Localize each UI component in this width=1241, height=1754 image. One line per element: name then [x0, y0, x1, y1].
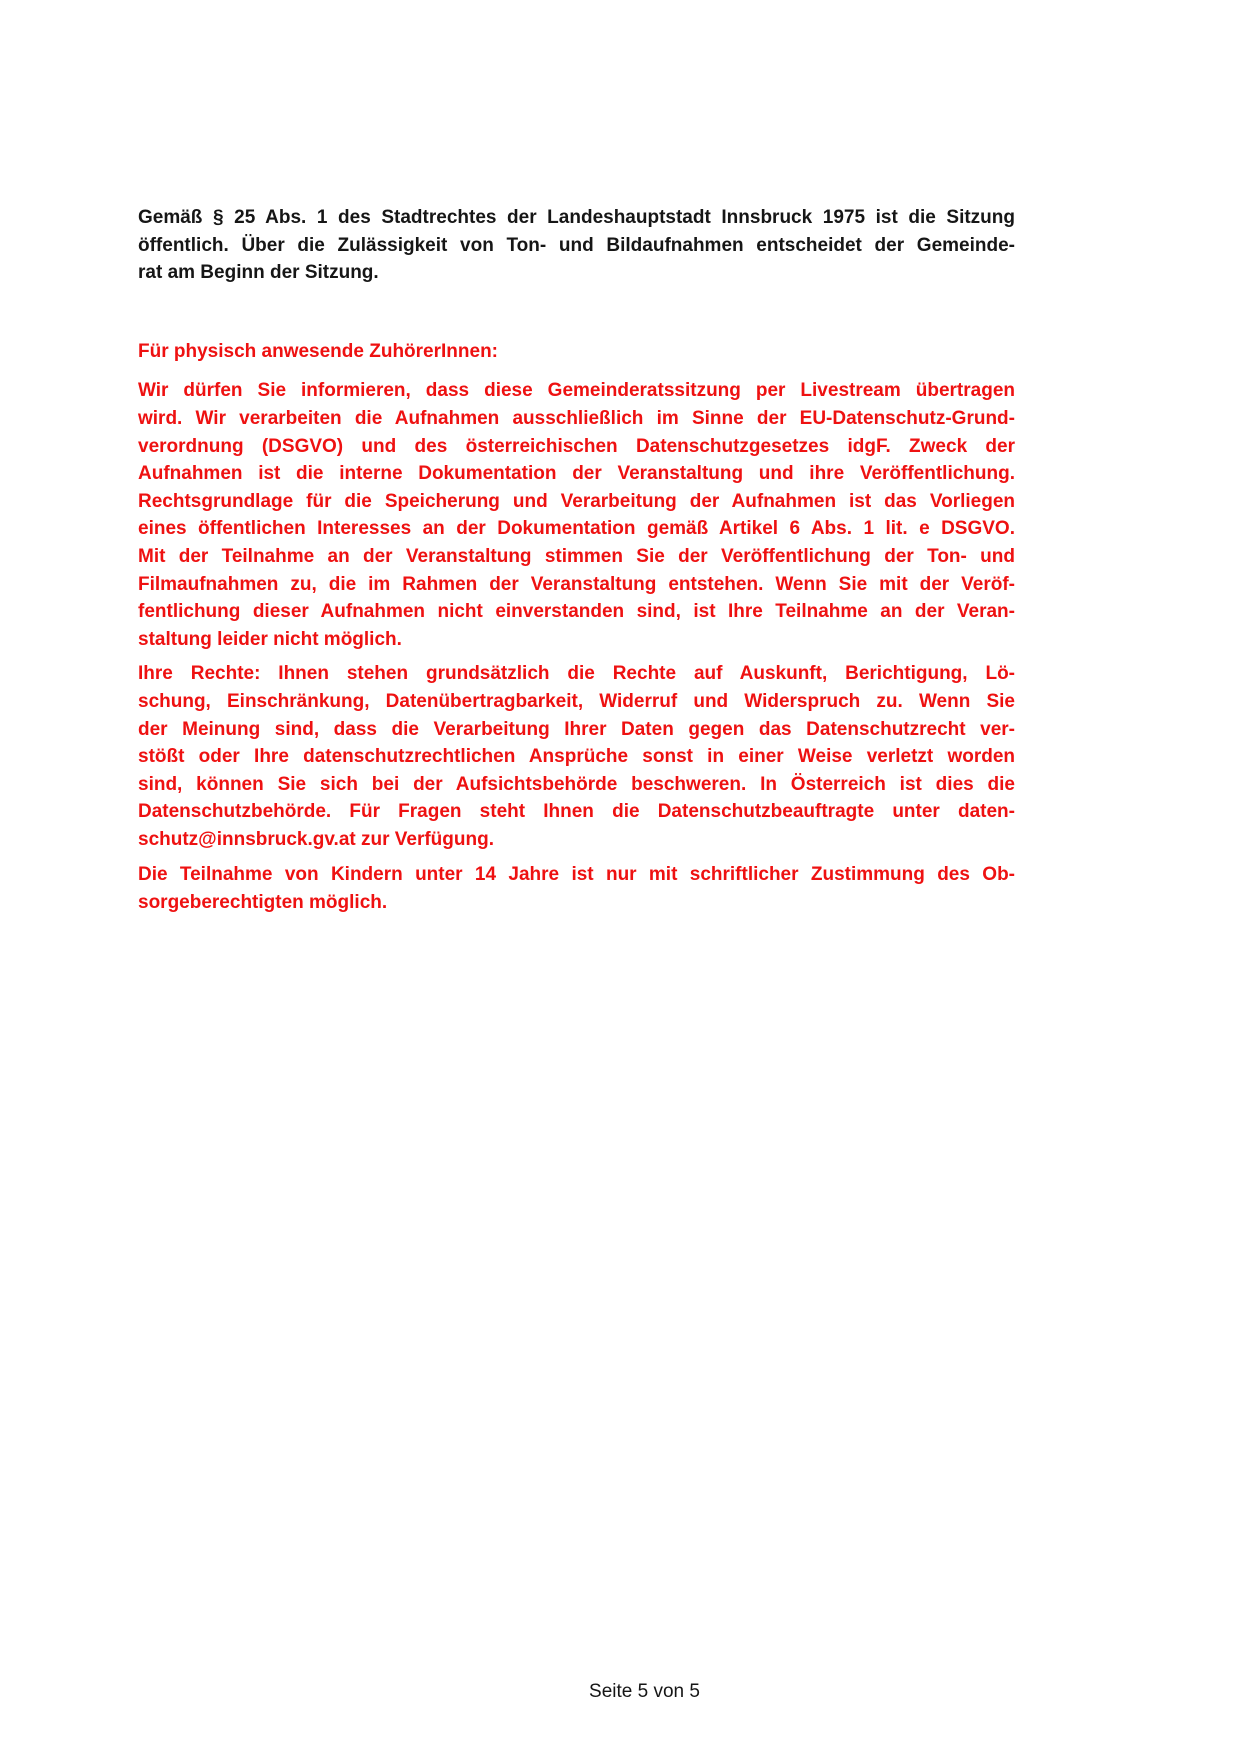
notice-heading: Für physisch anwesende ZuhörerInnen: [138, 340, 499, 362]
text-line: der Meinung sind, dass die Verarbeitung Ihrer Daten gegen das Datenschutzrecht ver- [138, 718, 1015, 740]
text-line: stößt oder Ihre datenschutzrechtlichen Ansprüche sonst in einer Weise verletzt worden [138, 746, 1015, 768]
text-line: Mit der Teilnahme an der Veranstaltung stimmen Sie der Veröffentlichung der Ton- und [138, 545, 1015, 567]
text-line: schutz@innsbruck.gv.at zur Verfügung. [138, 828, 494, 850]
intro-paragraph [138, 204, 1015, 287]
text-line: sorgeberechtigten möglich. [138, 892, 388, 914]
text-line: eines öffentlichen Interesses an der Dokumentation gemäß Artikel 6 Abs. 1 lit. e DSGVO. [138, 518, 1015, 540]
text-line: Ihre Rechte: Ihnen stehen grundsätzlich die Rechte auf Auskunft, Berichtigung, Lö- [138, 663, 1015, 685]
text-line: staltung leider nicht möglich. [138, 628, 402, 650]
text-line: Datenschutzbehörde. Für Fragen steht Ihnen die Datenschutzbeauftragte unter daten- [138, 801, 1015, 823]
privacy-paragraph-rights [138, 660, 1015, 853]
text-line: wird. Wir verarbeiten die Aufnahmen ausschließlich im Sinne der EU-Datenschutz-Grund- [138, 407, 1015, 429]
text-line: Aufnahmen ist die interne Dokumentation der Veranstaltung und ihre Veröffentlichung. [138, 463, 1015, 485]
privacy-paragraph-children [138, 861, 1015, 916]
text-line: Wir dürfen Sie informieren, dass diese Gemeinderatssitzung per Livestream übertragen [138, 380, 1015, 402]
text-line: Die Teilnahme von Kindern unter 14 Jahre ist nur mit schriftlicher Zustimmung des Ob- [138, 864, 1015, 886]
text-line: sind, können Sie sich bei der Aufsichtsbehörde beschweren. In Österreich ist dies die [138, 773, 1015, 795]
privacy-paragraph-livestream [138, 377, 1015, 653]
text-line: Rechtsgrundlage für die Speicherung und Verarbeitung der Aufnahmen ist das Vorliegen [138, 490, 1015, 512]
page-number: Seite 5 von 5 [589, 1681, 700, 1702]
text-line: Gemäß § 25 Abs. 1 des Stadtrechtes der Landeshauptstadt Innsbruck 1975 ist die Sitzung [138, 207, 1015, 228]
text-line: rat am Beginn der Sitzung. [138, 262, 379, 284]
text-line: schung, Einschränkung, Datenübertragbarkeit, Widerruf und Widerspruch zu. Wenn Sie [138, 690, 1015, 712]
text-line: Filmaufnahmen zu, die im Rahmen der Veranstaltung entstehen. Wenn Sie mit der Veröf- [138, 573, 1015, 595]
text-line: fentlichung dieser Aufnahmen nicht einverstanden sind, ist Ihre Teilnahme an der Veran- [138, 601, 1015, 623]
text-line: öffentlich. Über die Zulässigkeit von Ton- und Bildaufnahmen entscheidet der Gemeinde- [138, 234, 1015, 256]
document-content [138, 0, 1015, 917]
text-line: verordnung (DSGVO) und des österreichischen Datenschutzgesetzes idgF. Zweck der [138, 435, 1015, 457]
